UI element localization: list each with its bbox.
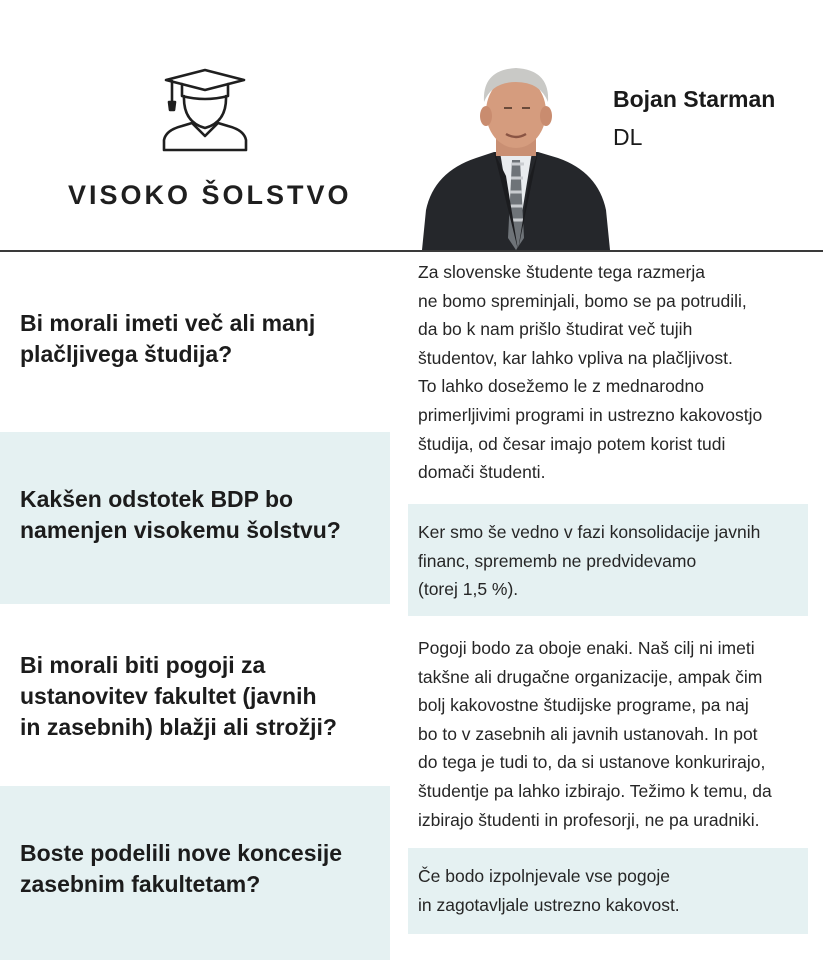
header (0, 0, 823, 250)
question-line: in zasebnih) blažji ali strožji? (20, 714, 337, 740)
answer-4 (418, 862, 680, 919)
graduate-cap-icon (160, 66, 250, 152)
answer-line: in zagotavljale ustrezno kakovost. (418, 894, 680, 915)
question-1 (20, 308, 315, 370)
person-name: Bojan Starman (613, 86, 776, 112)
answer-line: študentov, kar lahko vpliva na plačljivost. (418, 347, 733, 368)
answer-line: takšne ali drugačne organizacije, ampak čim (418, 666, 763, 687)
answer-line: bolj kakovostne študijske programe, pa naj (418, 695, 749, 716)
question-line: Kakšen odstotek BDP bo (20, 486, 294, 512)
answer-line: do tega je tudi to, da si ustanove konkurirajo, (418, 752, 766, 773)
answer-line: študija, od česar imajo potem korist tudi (418, 433, 726, 454)
question-3 (20, 650, 337, 743)
question-line: namenjen visokemu šolstvu? (20, 517, 341, 543)
question-line: Boste podelili nove koncesije (20, 840, 343, 866)
answer-line: bo to v zasebnih ali javnih ustanovah. In pot (418, 723, 758, 744)
question-line: Bi morali imeti več ali manj (20, 310, 316, 336)
answer-2 (418, 518, 760, 604)
answer-line: Ker smo še vedno v fazi konsolidacije javnih (418, 522, 761, 542)
portrait-photo (420, 60, 612, 250)
person-party: DL (613, 124, 643, 150)
answer-line: da bo k nam prišlo študirat več tujih (418, 319, 693, 340)
answer-line: Za slovenske študente tega razmerja (418, 262, 705, 282)
answer-1 (418, 258, 762, 487)
question-line: zasebnim fakultetam? (20, 871, 261, 897)
question-line: Bi morali biti pogoji za (20, 652, 266, 678)
answer-line: domači študenti. (418, 462, 546, 483)
header-divider (0, 250, 823, 252)
topic-title: VISOKO ŠOLSTVO (68, 180, 352, 210)
question-line: plačljivega študija? (20, 341, 233, 367)
answer-line: Če bodo izpolnjevale vse pogoje (418, 866, 670, 886)
answer-line: (torej 1,5 %). (418, 579, 519, 600)
answer-line: ne bomo spreminjali, bomo se pa potrudili, (418, 290, 747, 311)
answer-line: To lahko dosežemo le z mednarodno (418, 376, 705, 397)
answer-line: študentje pa lahko izbirajo. Težimo k temu, da (418, 780, 772, 801)
answer-3 (418, 634, 772, 834)
answer-line: izbirajo študenti in profesorji, ne pa uradniki. (418, 809, 760, 830)
answer-line: financ, sprememb ne predvidevamo (418, 550, 697, 571)
question-2 (20, 484, 341, 546)
question-4 (20, 838, 342, 900)
answer-line: primerljivimi programi in ustrezno kakovostjo (418, 404, 763, 425)
question-line: ustanovitev fakultet (javnih (20, 683, 317, 709)
answer-line: Pogoji bodo za oboje enaki. Naš cilj ni imeti (418, 638, 755, 658)
